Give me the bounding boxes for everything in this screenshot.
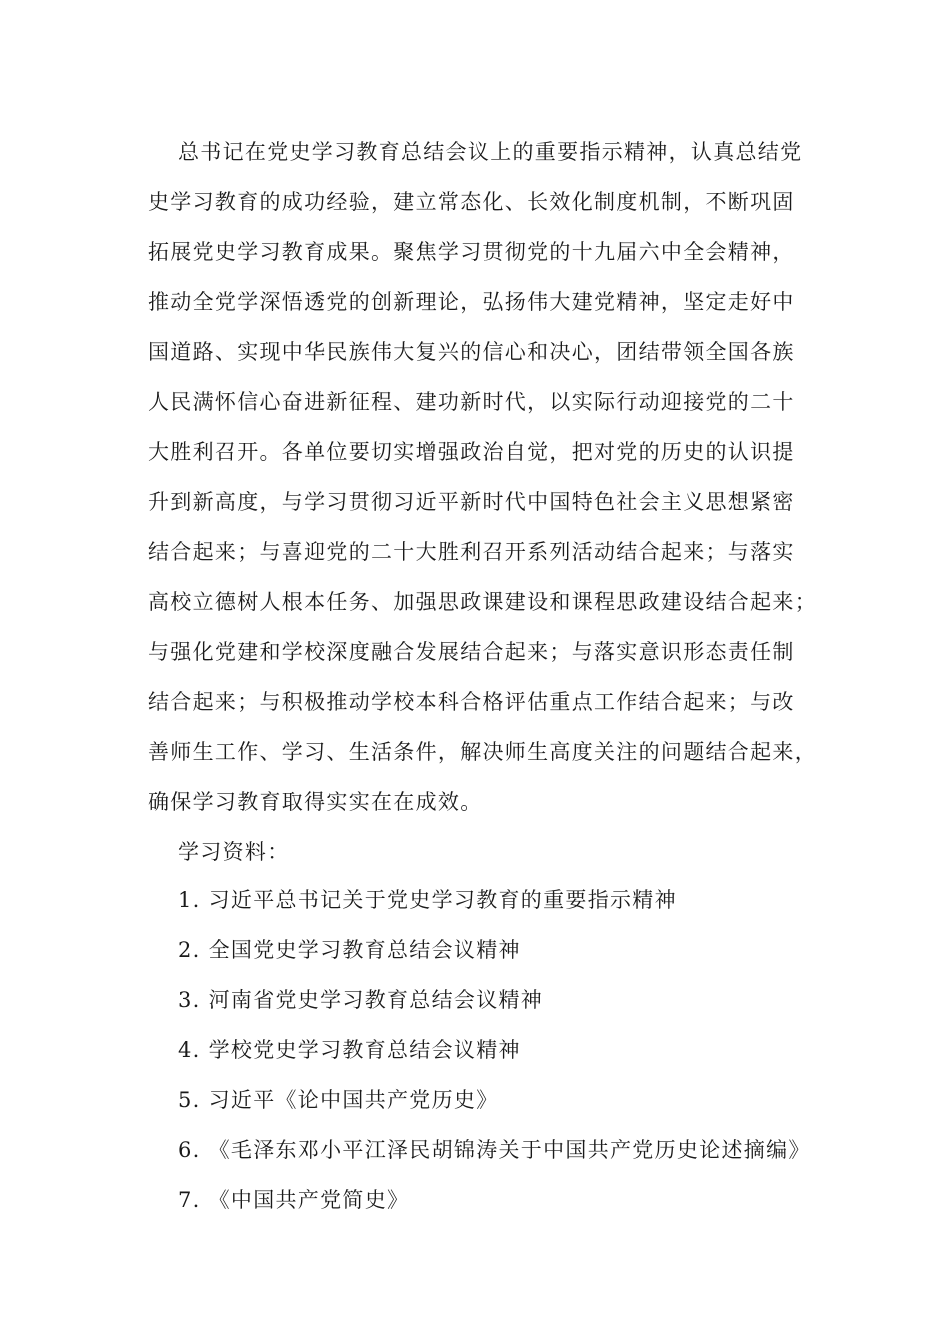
paragraph-line: 拓展党史学习教育成果。聚焦学习贯彻党的十九届六中全会精神，	[148, 240, 795, 264]
paragraph-line: 善师生工作、学习、生活条件，解决师生高度关注的问题结合起来，	[148, 740, 817, 764]
paragraph-line: 结合起来；与积极推动学校本科合格评估重点工作结合起来；与改	[148, 690, 795, 714]
material-item: 7. 《中国共产党简史》	[178, 1188, 410, 1212]
material-item: 2. 全国党史学习教育总结会议精神	[178, 938, 521, 962]
paragraph-line: 结合起来；与喜迎党的二十大胜利召开系列活动结合起来；与落实	[148, 540, 795, 564]
paragraph-line: 高校立德树人根本任务、加强思政课建设和课程思政建设结合起来；	[148, 590, 817, 614]
paragraph-line: 国道路、实现中华民族伟大复兴的信心和决心，团结带领全国各族	[148, 340, 795, 364]
paragraph-line: 与强化党建和学校深度融合发展结合起来；与落实意识形态责任制	[148, 640, 795, 664]
material-item: 4. 学校党史学习教育总结会议精神	[178, 1038, 521, 1062]
paragraph-line: 大胜利召开。各单位要切实增强政治自觉，把对党的历史的认识提	[148, 440, 795, 464]
paragraph-line: 人民满怀信心奋进新征程、建功新时代，以实际行动迎接党的二十	[148, 390, 795, 414]
material-item: 1. 习近平总书记关于党史学习教育的重要指示精神	[178, 888, 677, 912]
paragraph-line: 升到新高度，与学习贯彻习近平新时代中国特色社会主义思想紧密	[148, 490, 795, 514]
paragraph-line: 总书记在党史学习教育总结会议上的重要指示精神，认真总结党	[178, 140, 803, 164]
materials-heading: 学习资料：	[178, 840, 290, 864]
paragraph-line: 史学习教育的成功经验，建立常态化、长效化制度机制，不断巩固	[148, 190, 795, 214]
material-item: 6. 《毛泽东邓小平江泽民胡锦涛关于中国共产党历史论述摘编》	[178, 1138, 811, 1162]
paragraph-line: 确保学习教育取得实实在在成效。	[148, 790, 483, 814]
material-item: 5. 习近平《论中国共产党历史》	[178, 1088, 499, 1112]
paragraph-line: 推动全党学深悟透党的创新理论，弘扬伟大建党精神，坚定走好中	[148, 290, 795, 314]
material-item: 3. 河南省党史学习教育总结会议精神	[178, 988, 544, 1012]
